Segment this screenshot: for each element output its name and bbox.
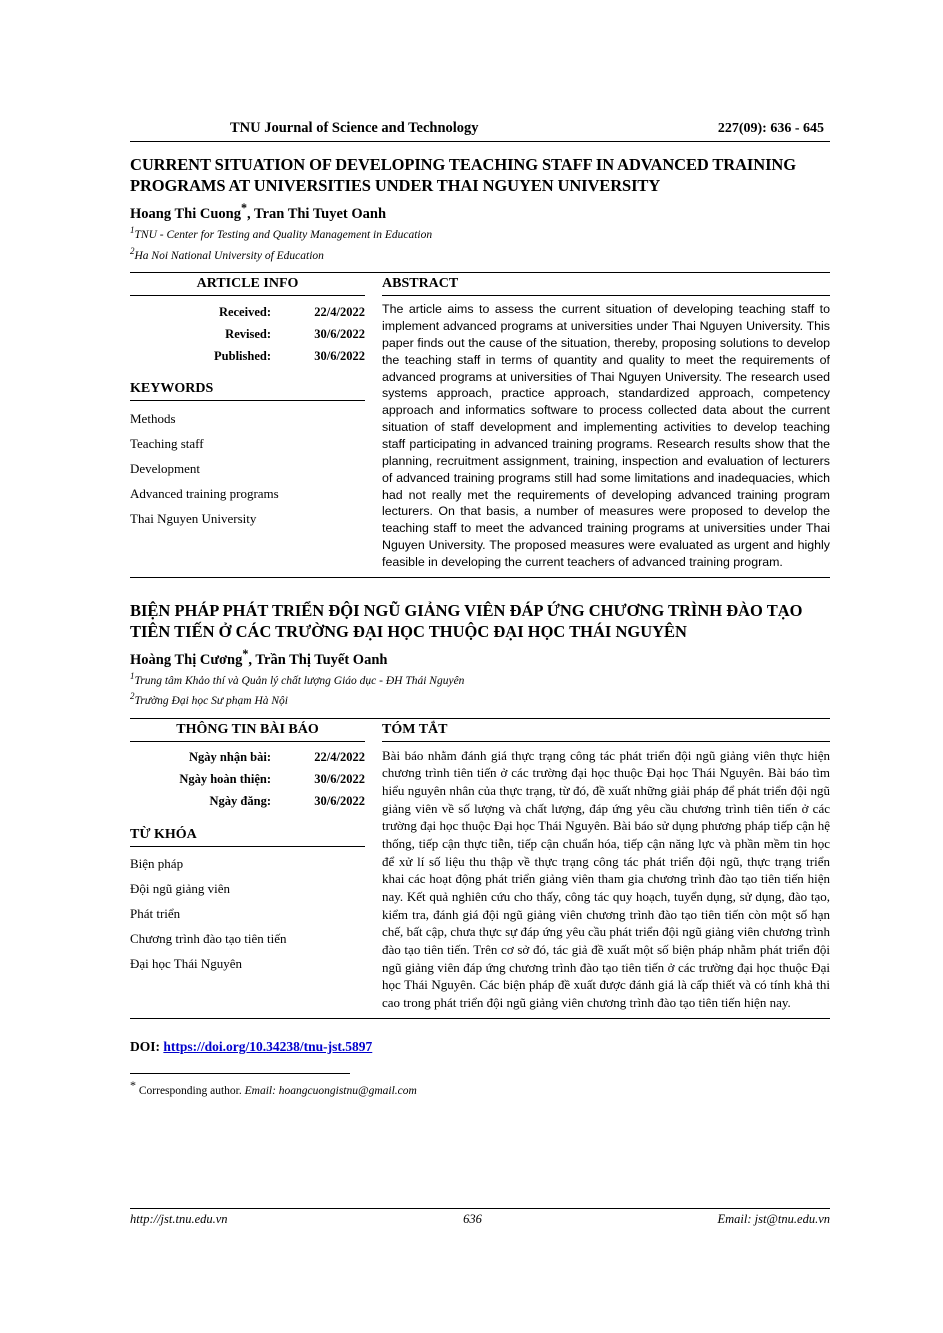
article-info-table-vn — [130, 718, 830, 1019]
list-item: Đại học Thái Nguyên — [130, 956, 243, 972]
doi-line — [130, 1039, 830, 1055]
affiliation-en-1 — [130, 224, 830, 244]
affiliation-index-en-2: 2 — [130, 245, 135, 256]
page-number: 636 — [463, 1212, 482, 1226]
date-value-published-en: 30/6/2022 — [314, 348, 365, 363]
abstract-text-vn: Bài báo nhằm đánh giá thực trạng công tác phát triển đội ngũ giảng viên thực hiện chương trình tiên tiến ở các trường đại học thuộc Đại học Thái Nguyên. Bài báo tìm hiểu nguyên nhân của thực trạng, từ đó, đề xuất những giải pháp để phát triển đội ngũ giảng viên về số lượng và chất lượng, đáp ứng yêu cầu chương trình tiên tiến ở các trường đại học thuộc Đại học Thái Nguyên. Bài báo sử dụng phương pháp tiếp cận hệ thống, tiếp cận thực tiễn, tiếp cận chuẩn hóa, tiếp cận năng lực và phần mềm tin học để xử lí số liệu thu thập về thực trạng công tác phát triển đội ngũ, thực trạng triển khai các hoạt động phát triển giảng viên tham gia chương trình đào tạo tiên tiến hiện nay. Kết quả nghiên cứu cho thấy, công tác quy hoạch, tuyển dụng, sử dụng, đào tạo, kiểm tra, đánh giá đội ngũ giảng viên chương trình đào tạo tiên tiến còn một số hạn chế, bất cập, chưa thực sự đáp ứng yêu cầu phát triển đội ngũ giảng viên chương trình đào tạo tiên tiến. Trên cơ sở đó, tác giả đề xuất một số biện pháp nhằm phát triển đội ngũ giảng viên đáp ứng chương trình đào tạo tiên tiến ở các trường đại học thuộc Đại học Thái Nguyên. Các biện pháp đề xuất được đánh giá là cấp thiết và có tính khả thi cao trong phát triển đội ngũ giảng viên chương trình đào tạo tiên tiến hiện nay. — [382, 747, 830, 1010]
list-item: Teaching staff — [130, 435, 204, 451]
article-info-left-en — [130, 273, 373, 577]
journal-title: TNU Journal of Science and Technology — [230, 120, 479, 136]
affiliation-en-2 — [130, 245, 830, 265]
abstract-block-en — [373, 273, 830, 577]
table-row — [130, 301, 365, 323]
date-value-published-vn: 30/6/2022 — [314, 794, 365, 809]
keywords-list-en — [130, 401, 365, 531]
table-row — [130, 747, 365, 769]
keywords-head-vn: TỪ KHÓA — [130, 827, 365, 847]
authors-vn — [130, 647, 830, 669]
corresponding-author-footnote — [130, 1078, 830, 1097]
abstract-text-en: The article aims to assess the current situation of developing teaching staff to implement advanced programs at universities under Thai Nguyen University. This paper finds out the cause of the situation, thereby, proposing solutions to develop the teaching staff in terms of quantity and quality to meet the requirements of advanced programs at universities of Thai Nguyen University. The research used systems approach, practice approach, standardized approach, competency approach and informatics software to process collected data about the current situation of staff development and implementing activities to develop teaching staff participating in advanced training programs. Research results show that the planning, recruitment assignment, training, inspection and evaluation of lecturers of advanced training programs still had some limitations and inadequacies, which had not really met the requirements of developing advanced training program lecturers. On that basis, a number of measures were proposed to develop the teaching staff to meet the advanced training programs at universities under Thai Nguyen University. The proposed measures were evaluated as urgent and highly feasible in developing the current teachers of advanced training program. — [382, 302, 830, 569]
date-label-received-vn: Ngày nhận bài: — [189, 750, 271, 765]
corresponding-star-vn: * — [242, 646, 249, 661]
footnote-email: Email: hoangcuongistnu@gmail.com — [244, 1084, 417, 1097]
list-item: Biện pháp — [130, 856, 184, 872]
page-title: CURRENT SITUATION OF DEVELOPING TEACHING STAFF IN ADVANCED TRAINING PROGRAMS AT UNIVERSITIES UNDER THAI NGUYEN UNIVERSITY — [130, 155, 796, 195]
list-item: Development — [130, 460, 201, 476]
running-head — [130, 120, 830, 142]
date-value-received-vn: 22/4/2022 — [314, 750, 365, 765]
abstract-block-vn — [373, 719, 830, 1018]
paper-content — [130, 120, 830, 1096]
table-row — [130, 769, 365, 791]
affiliation-text-en-1: TNU - Center for Testing and Quality Management in Education — [134, 228, 433, 241]
author-primary-vn: Hoàng Thị Cương — [130, 651, 243, 668]
affiliation-index-vn-1: 1 — [130, 670, 135, 681]
article-info-head-en: ARTICLE INFO — [130, 273, 365, 296]
affiliation-index-vn-2: 2 — [130, 691, 135, 702]
date-value-revised-vn: 30/6/2022 — [314, 772, 365, 787]
page-title-vn: BIỆN PHÁP PHÁT TRIỂN ĐỘI NGŨ GIẢNG VIÊN ĐÁP ỨNG CHƯƠNG TRÌNH ĐÀO TẠO TIÊN TIẾN Ở CÁC TRƯỜNG ĐẠI HỌC THUỘC ĐẠI HỌC THÁI NGUYÊN — [130, 600, 803, 642]
vietnamese-section — [130, 600, 830, 1019]
footnote-divider — [130, 1073, 350, 1074]
doi-link[interactable]: https://doi.org/10.34238/tnu-jst.5897 — [163, 1038, 373, 1054]
keywords-list-vn — [130, 847, 365, 977]
list-item: Thai Nguyen University — [130, 510, 257, 526]
article-info-left-vn — [130, 719, 373, 1018]
table-row — [130, 345, 365, 367]
abstract-head-vn: TÓM TẮT — [382, 719, 830, 742]
author-primary-en: Hoang Thi Cuong — [130, 206, 241, 223]
date-label-published-en: Published: — [214, 348, 271, 363]
list-item: Phát triển — [130, 906, 181, 922]
journal-issue: 227(09): 636 - 645 — [717, 121, 824, 136]
list-item: Advanced training programs — [130, 485, 279, 501]
date-label-revised-en: Revised: — [225, 326, 271, 341]
date-label-revised-vn: Ngày hoàn thiện: — [179, 772, 271, 787]
abstract-head-en: ABSTRACT — [382, 273, 830, 296]
list-item: Chương trình đào tạo tiên tiến — [130, 931, 287, 947]
affiliation-text-en-2: Ha Noi National University of Education — [134, 249, 324, 262]
article-info-head-vn: THÔNG TIN BÀI BÁO — [130, 719, 365, 742]
authors-rest-en: , Tran Thi Tuyet Oanh — [247, 206, 387, 223]
table-row — [130, 323, 365, 345]
footer-email: Email: jst@tnu.edu.vn — [717, 1212, 830, 1226]
date-value-received-en: 22/4/2022 — [314, 304, 365, 319]
affiliation-vn-2 — [130, 690, 830, 710]
date-label-received-en: Received: — [218, 304, 271, 319]
list-item: Methods — [130, 410, 176, 426]
keywords-head-en: KEYWORDS — [130, 381, 365, 401]
footnote-text: Corresponding author. — [138, 1084, 242, 1097]
article-dates-en — [130, 296, 365, 367]
table-row — [130, 791, 365, 813]
footer-url: http://jst.tnu.edu.vn — [130, 1212, 228, 1226]
article-info-table-en — [130, 272, 830, 578]
list-item: Đội ngũ giảng viên — [130, 881, 231, 897]
affiliation-vn-1 — [130, 670, 830, 690]
page-footer — [130, 1208, 830, 1227]
affiliation-text-vn-1: Trung tâm Khảo thí và Quản lý chất lượng Giáo dục - ĐH Thái Nguyên — [134, 674, 465, 687]
authors-en — [130, 201, 830, 223]
affiliation-index-en-1: 1 — [130, 225, 135, 236]
article-dates-vn — [130, 742, 365, 813]
doi-label: DOI: — [130, 1038, 160, 1054]
date-value-revised-en: 30/6/2022 — [314, 326, 365, 341]
date-label-published-vn: Ngày đăng: — [209, 794, 271, 809]
corresponding-star-en: * — [240, 201, 247, 216]
authors-rest-vn: , Trần Thị Tuyết Oanh — [248, 651, 388, 668]
footnote-star: * — [130, 1077, 136, 1092]
affiliation-text-vn-2: Trường Đại học Sư phạm Hà Nội — [134, 694, 288, 707]
